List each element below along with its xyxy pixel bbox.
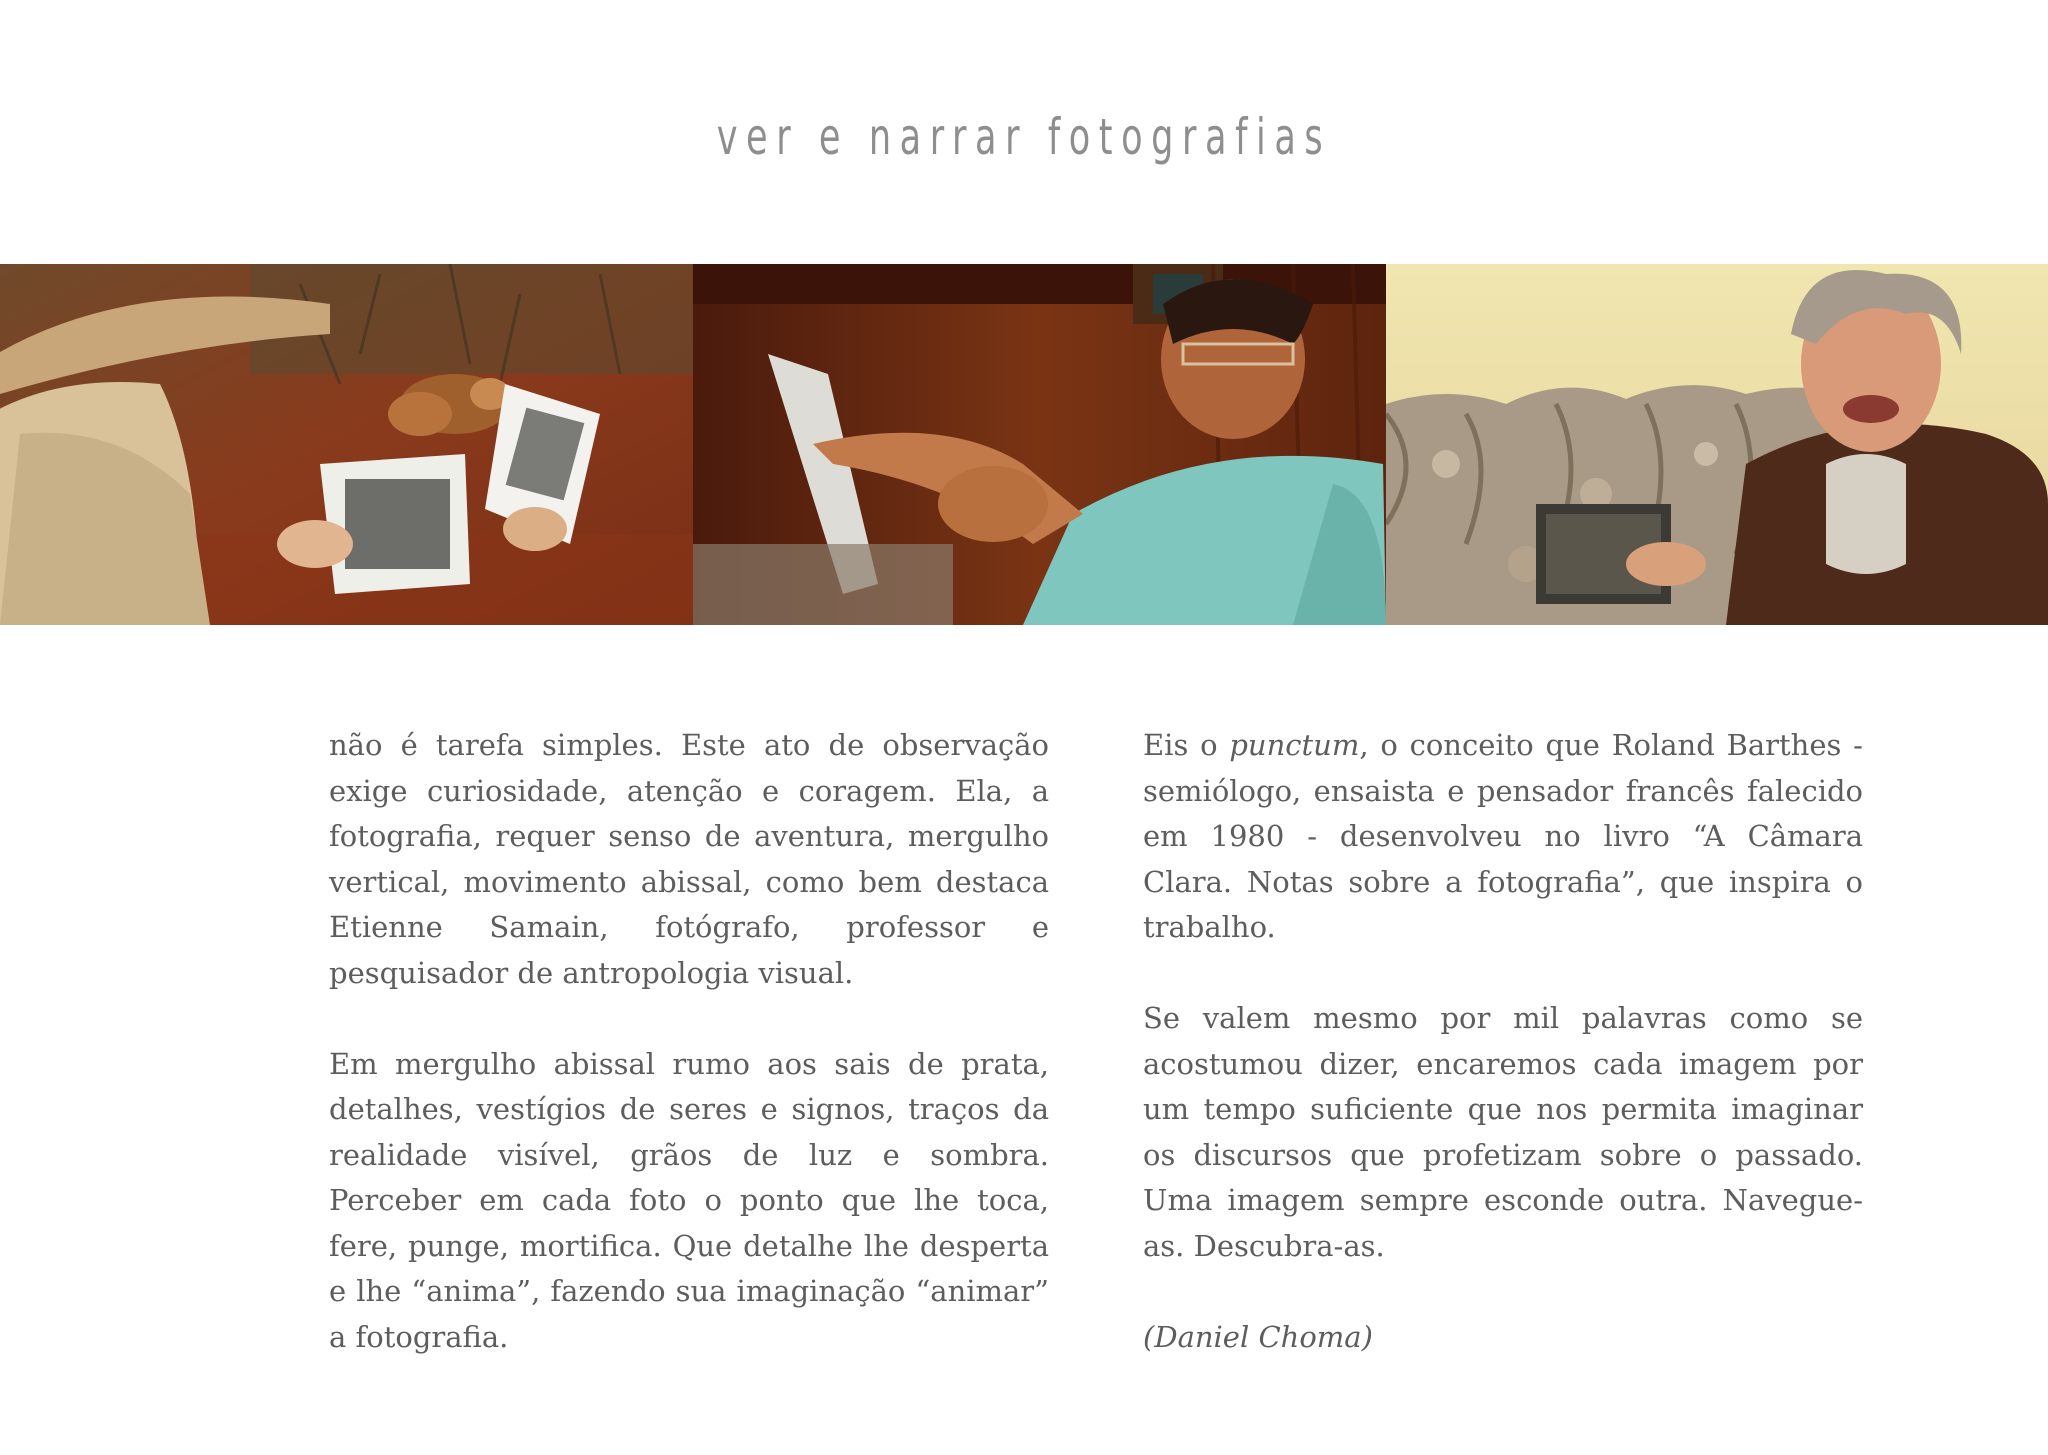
- author-signature: [1143, 1315, 1863, 1361]
- text-column-right: [1143, 723, 1863, 1406]
- photo-woman-on-sofa: [1386, 264, 2048, 625]
- left-paragraph-2: Em mergulho abissal rumo aos sais de prata, detalhes, vestígios de seres e signos, traços da realidade visível, grãos de luz e sombra. Perceber em cada foto o ponto que lhe toca, fere, punge, mortifica. Que detalhe lhe desperta e lhe “anima”, fazendo sua imaginação “animar” a fotografia.: [329, 1046, 1049, 1354]
- right-paragraph-1: [1143, 723, 1863, 951]
- photo-strip: [0, 264, 2048, 625]
- left-paragraph-1: não é tarefa simples. Este ato de observação exige curiosidade, atenção e coragem. Ela, a fotografia, requer senso de aventura, mergulho vertical, movimento abissal, como bem destaca Etienne Samain, fotógrafo, professor e pesquisador de antropologia visual.: [329, 728, 1049, 990]
- photo-woman-pointing-at-photograph: [693, 264, 1386, 625]
- right-paragraph-1-start: Eis o: [1143, 728, 1230, 762]
- photo-man-holding-photographs: [0, 264, 693, 625]
- right-paragraph-1-rest: , o conceito que Roland Barthes - semiólogo, ensaista e pensador francês falecido em 1980 - desenvolveu no livro “A Câmara Clara. Notas sobre a fotografia”, que inspira o trabalho.: [1143, 728, 1863, 944]
- right-paragraph-2: Se valem mesmo por mil palavras como se acostumou dizer, encaremos cada imagem por um tempo suficiente que nos permita imaginar os discursos que profetizam sobre o passado. Uma imagem sempre esconde outra. Navegue-as. Descubra-as.: [1143, 1001, 1863, 1263]
- author-signature-text: (Daniel Choma): [1143, 1319, 1373, 1354]
- text-column-left: [329, 723, 1049, 1406]
- punctum-term: punctum: [1229, 728, 1360, 762]
- page-title: ver e narrar fotografias: [716, 108, 1332, 166]
